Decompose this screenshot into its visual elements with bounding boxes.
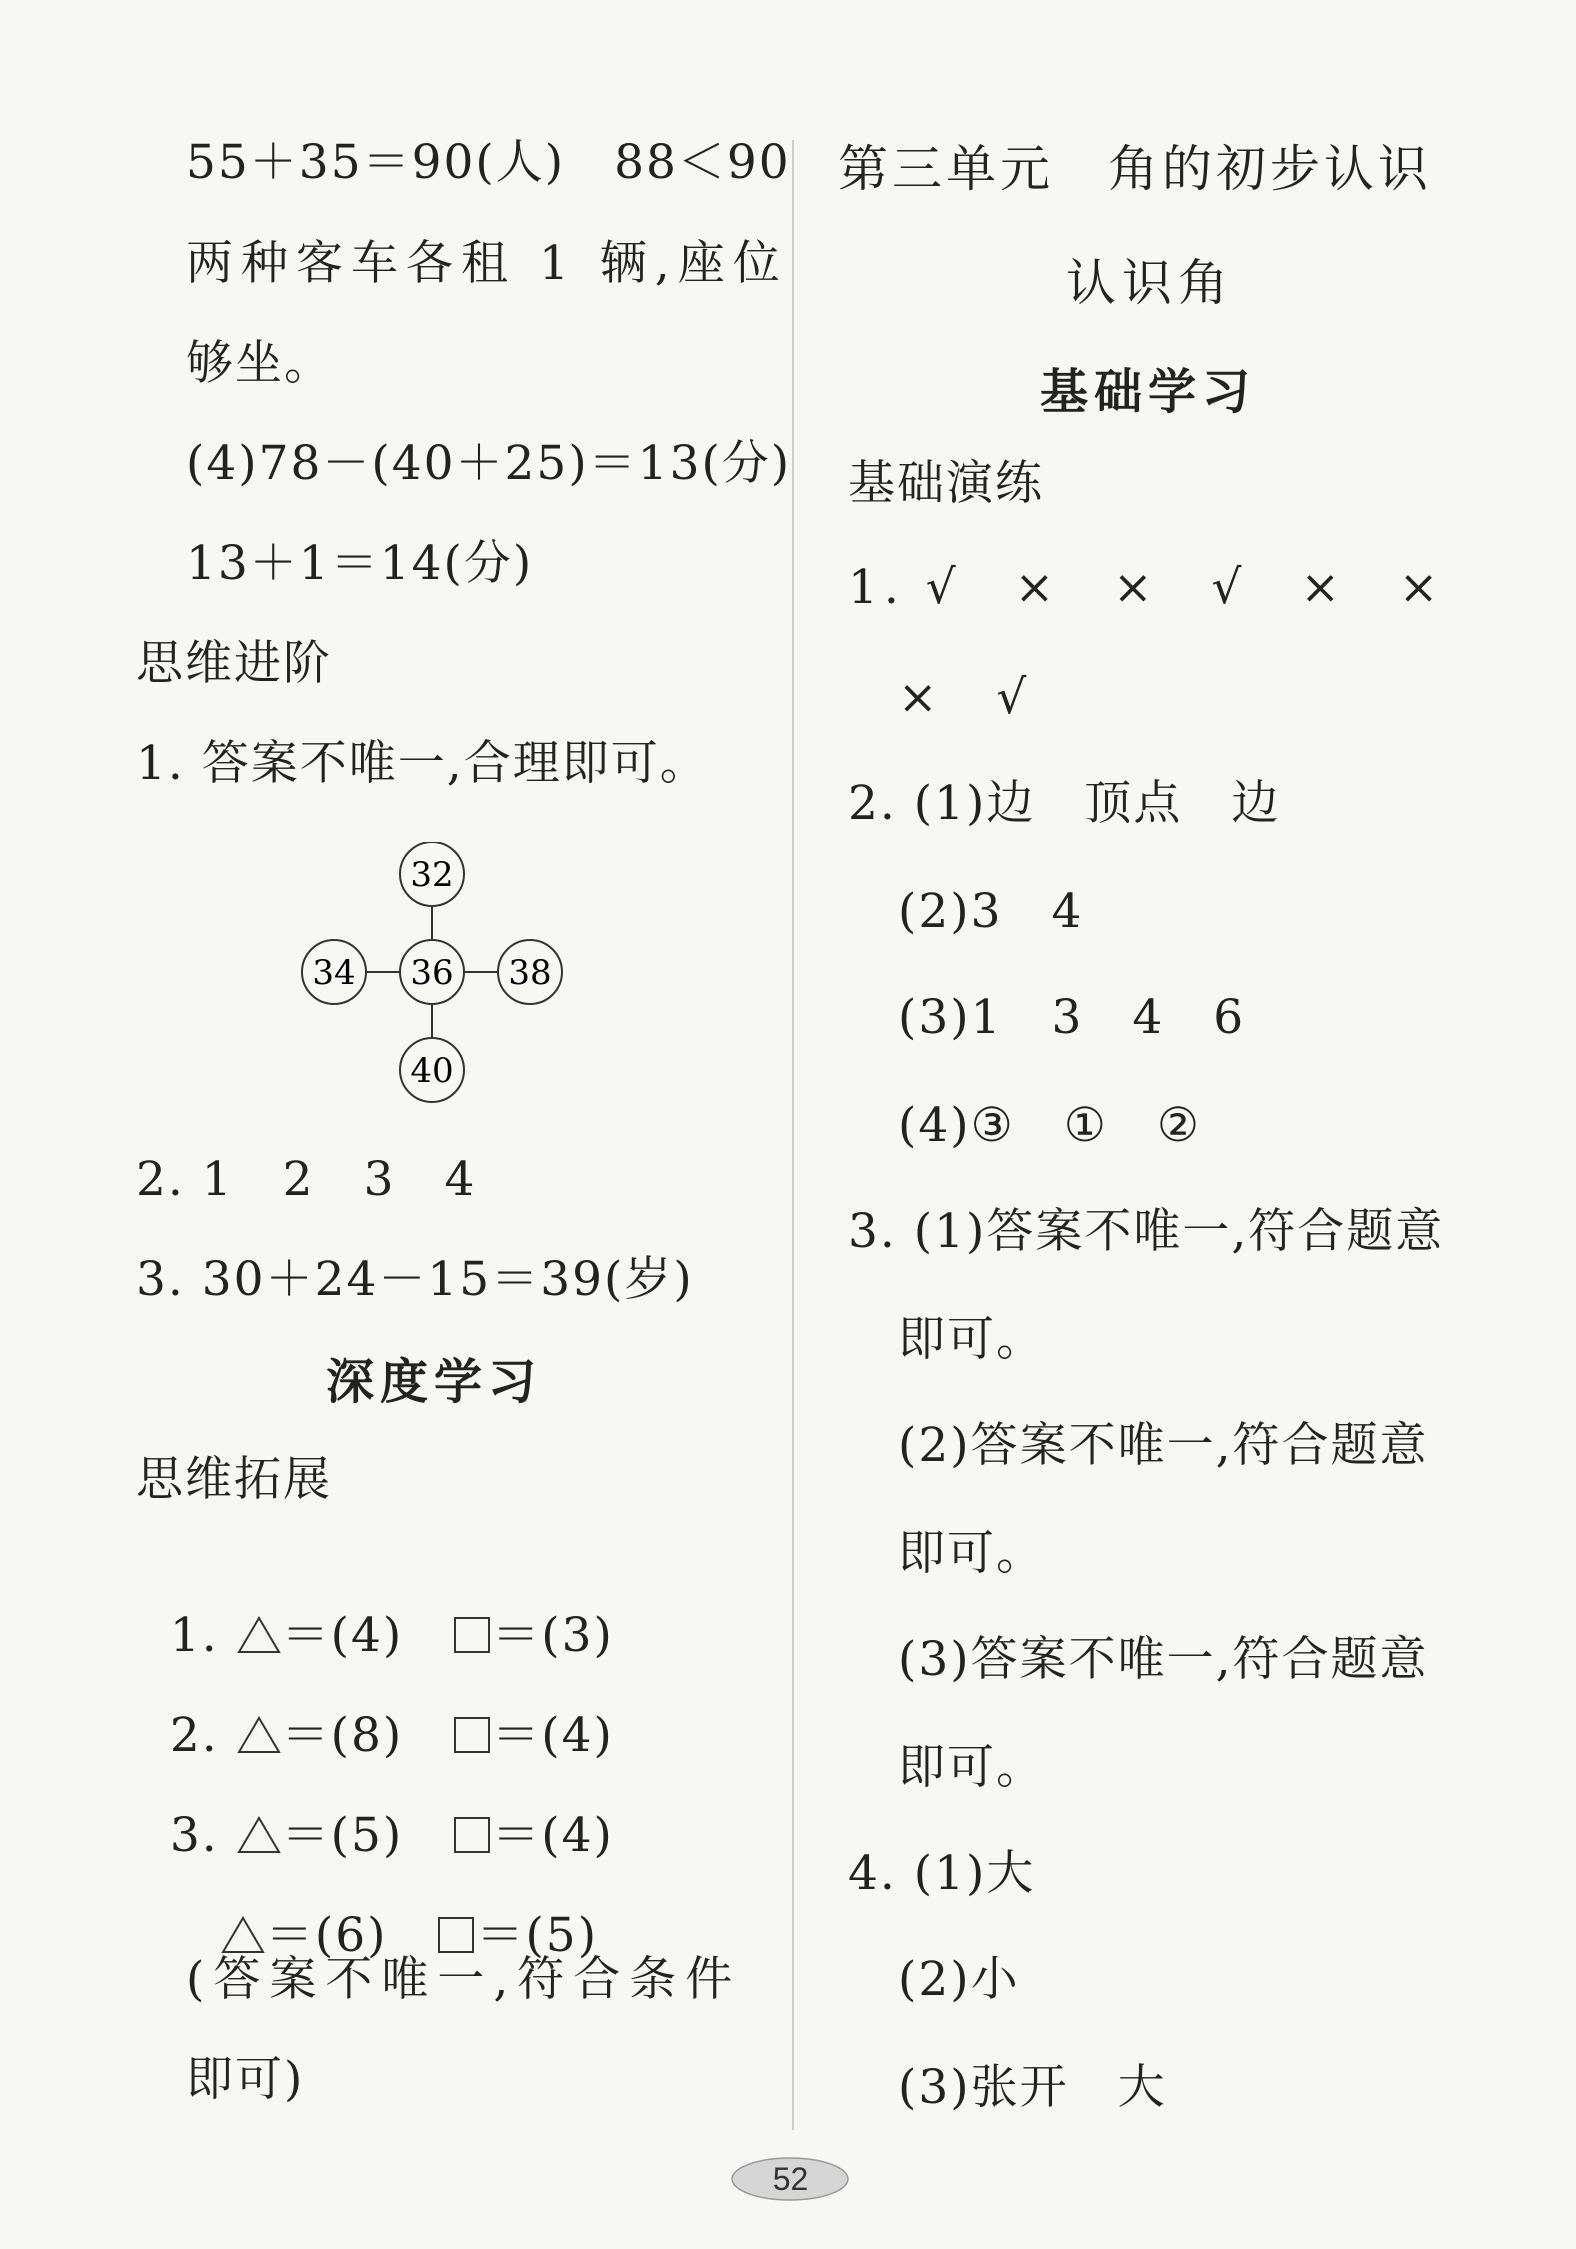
equation-line	[136, 1752, 614, 1864]
text-line: (4)③ ① ②	[898, 1098, 1201, 1153]
text-line: 2. 1 2 3 4	[136, 1152, 477, 1207]
unit-title: 第三单元 角的初步认识	[838, 140, 1432, 198]
square-icon	[436, 1915, 476, 1955]
triangle-value: ＝(8)	[281, 1708, 404, 1763]
text-line: 3. 30＋24－15＝39(岁)	[136, 1252, 694, 1307]
lesson-title: 认识角	[1066, 254, 1234, 312]
text-line: 2. (1)边 顶点 边	[848, 776, 1281, 831]
page-number: 52	[772, 2161, 809, 2197]
text-line: 即可)	[186, 2052, 305, 2107]
text-line: (2)3 4	[898, 884, 1084, 939]
section-heading: 深度学习	[326, 1354, 543, 1410]
equation-line	[136, 1652, 614, 1764]
triangle-icon	[236, 1615, 282, 1655]
text-line: (2)小	[898, 1952, 1020, 2007]
text-line: × √	[898, 670, 1033, 725]
equation-line	[136, 1552, 614, 1664]
text-line: 13＋1＝14(分)	[186, 536, 534, 591]
square-value: ＝(4)	[492, 1808, 614, 1863]
item-number: 1.	[169, 1608, 236, 1663]
text-line: 3. (1)答案不唯一,符合题意	[848, 1204, 1445, 1259]
item-number: 3.	[169, 1808, 236, 1863]
text-line: 即可。	[898, 1312, 1045, 1367]
text-line: (3)答案不唯一,符合题意	[898, 1632, 1429, 1687]
section-label: 思维拓展	[136, 1452, 332, 1507]
square-value: ＝(4)	[492, 1708, 614, 1763]
triangle-value: ＝(4)	[281, 1608, 404, 1663]
text-line: 1. √ × × √ × ×	[848, 560, 1445, 615]
text-line: 即可。	[898, 1526, 1045, 1581]
section-heading: 基础学习	[1040, 364, 1257, 420]
square-icon	[452, 1815, 492, 1855]
square-icon	[452, 1615, 492, 1655]
item-number: 2.	[169, 1708, 236, 1763]
circle-number: 32	[410, 855, 454, 895]
section-label: 基础演练	[848, 456, 1044, 511]
text-line: (答案不唯一,符合条件	[186, 1952, 742, 2007]
circle-number: 34	[312, 953, 356, 993]
equation-line	[186, 1852, 598, 1964]
square-value: ＝(5)	[476, 1908, 599, 1963]
section-label: 思维进阶	[136, 636, 332, 691]
text-line: 4. (1)大	[848, 1846, 1036, 1901]
text-line: (3)1 3 4 6	[898, 990, 1246, 1045]
text-line: 1. 答案不唯一,合理即可。	[136, 736, 709, 791]
triangle-icon	[236, 1715, 282, 1755]
triangle-icon	[236, 1815, 282, 1855]
text-line: 即可。	[898, 1740, 1045, 1795]
circle-number: 38	[508, 953, 552, 993]
text-line: (3)张开 大	[898, 2060, 1167, 2115]
text-line: 够坐。	[186, 336, 333, 391]
text-line: (4)78－(40＋25)＝13(分)	[186, 436, 792, 491]
triangle-value: ＝(5)	[281, 1808, 404, 1863]
text-line: 两种客车各租 1 辆,座位	[186, 236, 788, 291]
text-line: (2)答案不唯一,符合题意	[898, 1418, 1429, 1473]
square-value: ＝(3)	[492, 1608, 614, 1663]
triangle-icon	[220, 1915, 266, 1955]
column-divider	[792, 140, 794, 2130]
number-circle-diagram	[298, 842, 578, 1112]
triangle-value: ＝(6)	[265, 1908, 388, 1963]
circle-number: 40	[410, 1051, 454, 1091]
text-line: 55＋35＝90(人) 88＜90	[186, 135, 791, 190]
square-icon	[452, 1715, 492, 1755]
circle-number: 36	[410, 953, 454, 993]
